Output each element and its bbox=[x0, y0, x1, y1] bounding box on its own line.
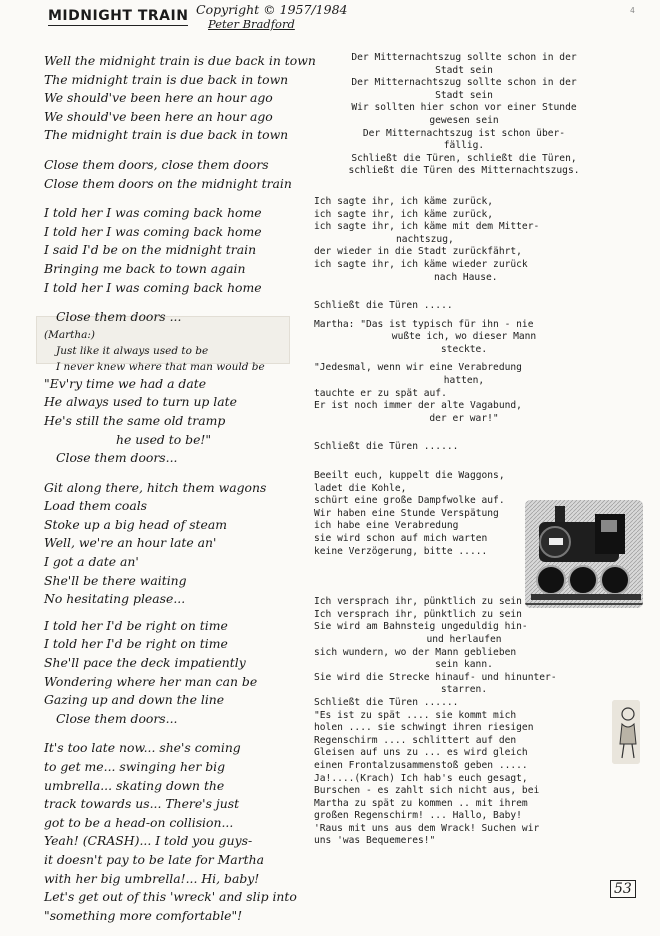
translation-line: einen Frontalzusammenstoß geben ..... bbox=[314, 759, 528, 771]
lyric-line: he used to be!" bbox=[116, 431, 212, 447]
lyric-line: He always used to turn up late bbox=[44, 394, 237, 410]
translation-line: uns 'was Bequemeres!" bbox=[314, 835, 436, 847]
lyric-line: Let's get out of this 'wreck' and slip into bbox=[44, 889, 297, 905]
translation-line: 'Raus mit uns aus dem Wrack! Suchen wir bbox=[314, 822, 540, 834]
lyric-line: No hesitating please... bbox=[44, 591, 186, 607]
translation-line: holen .... sie schwingt ihren riesigen bbox=[314, 722, 534, 734]
lyric-line: I never knew where that man would be bbox=[56, 360, 265, 373]
lyric-line: umbrella... skating down the bbox=[44, 777, 225, 793]
translation-line: ich sagte ihr, ich käme zurück, bbox=[314, 208, 494, 220]
translation-line: Der Mitternachtszug sollte schon in der bbox=[351, 77, 577, 89]
translation-line: Martha zu spät zu kommen .. mit ihrem bbox=[314, 797, 528, 809]
translation-line: "Es ist zu spät .... sie kommt mich bbox=[314, 709, 517, 721]
translation-line: "Jedesmal, wenn wir eine Verabredung bbox=[314, 362, 522, 374]
translation-line: hatten, bbox=[443, 375, 485, 387]
translation-line: Ja!....(Krach) Ich hab's euch gesagt, bbox=[314, 772, 528, 784]
lyric-line: I told her I was coming back home bbox=[44, 223, 262, 239]
translation-line: wußte ich, wo dieser Mann bbox=[391, 331, 537, 343]
lyric-line: Yeah! (CRASH)... I told you guys- bbox=[44, 833, 253, 849]
lyric-line: it doesn't pay to be late for Martha bbox=[44, 851, 264, 867]
translation-line: Schließt die Türen ..... bbox=[314, 300, 453, 312]
steam-locomotive-illustration bbox=[525, 500, 643, 608]
translation-line: ich sagte ihr, ich käme mit dem Mitter- bbox=[314, 221, 540, 233]
lyric-line: I got a date an' bbox=[44, 554, 139, 570]
translation-block-2 bbox=[314, 196, 614, 284]
lyric-line: Close them doors on the midnight train bbox=[44, 175, 292, 191]
translation-line: ladet die Kohle, bbox=[314, 482, 407, 494]
translation-line: Er ist noch immer der alte Vagabund, bbox=[314, 400, 522, 412]
translation-line: nach Hause. bbox=[434, 271, 498, 283]
lyric-line: Wondering where her man can be bbox=[44, 673, 258, 689]
cartoon-picture bbox=[612, 700, 640, 764]
translation-line: sich wundern, wo der Mann geblieben bbox=[314, 646, 517, 658]
translation-line: fällig. bbox=[443, 140, 485, 152]
lyric-line: I told her I'd be right on time bbox=[44, 636, 228, 652]
lyric-line: Bringing me back to town again bbox=[44, 260, 246, 276]
lyric-line: Close them doors, close them doors bbox=[44, 156, 269, 172]
stanza-1 bbox=[44, 52, 316, 145]
lyric-line: We should've been here an hour ago bbox=[44, 108, 273, 124]
stanza-6 bbox=[44, 739, 297, 925]
english-lyrics bbox=[44, 52, 316, 936]
lyric-line: Stoke up a big head of steam bbox=[44, 516, 228, 532]
lyric-line: We should've been here an hour ago bbox=[44, 90, 273, 106]
lyric-line: Close them doors... bbox=[56, 710, 178, 726]
lyric-line: Load them coals bbox=[44, 498, 148, 514]
author-name: Peter Bradford bbox=[208, 17, 295, 31]
lyric-line: to get me... swinging her big bbox=[44, 759, 226, 774]
locomotive-picture bbox=[525, 500, 643, 608]
translation-line: sie wird schon auf mich warten bbox=[314, 533, 488, 544]
translation-line: Sie wird am Bahnsteig ungeduldig hin- bbox=[314, 621, 528, 633]
translation-line: schließt die Türen des Mitternachtszugs. bbox=[348, 165, 580, 177]
translation-line: nachtszug, bbox=[396, 233, 454, 245]
translation-line: sein kann. bbox=[435, 659, 493, 671]
lyric-line: Just like it always used to be bbox=[56, 344, 209, 357]
translation-line: Wir haben eine Stunde Verspätung bbox=[314, 507, 499, 519]
translation-line: tauchte er zu spät auf. bbox=[314, 387, 447, 399]
translation-block-3 bbox=[314, 300, 614, 425]
lyric-line: She'll pace the deck impatiently bbox=[44, 655, 246, 671]
stanza-5 bbox=[44, 479, 294, 729]
translation-line: großen Regenschirm! ... Hallo, Baby! bbox=[314, 810, 522, 822]
translation-line: Schließt die Türen ...... bbox=[314, 696, 459, 708]
stanza-2 bbox=[44, 156, 294, 193]
lyric-line: Well, we're an hour late an' bbox=[44, 535, 217, 551]
translation-line: Schließt die Türen ...... bbox=[314, 441, 459, 453]
stanza-4 bbox=[44, 308, 294, 468]
translation-block-6 bbox=[314, 596, 614, 848]
translation-line: Ich versprach ihr, pünktlich zu sein bbox=[314, 596, 522, 608]
translation-line: starren. bbox=[440, 684, 488, 696]
translation-line: und herlaufen bbox=[426, 633, 502, 645]
translation-line: schürt eine große Dampfwolke auf. bbox=[314, 495, 505, 507]
lyric-line: "something more comfortable"! bbox=[44, 907, 243, 923]
lyric-line: Well the midnight train is due back in town bbox=[44, 53, 316, 68]
lyric-line: I told her I'd be right on time bbox=[44, 617, 228, 633]
lyric-line-speaker: (Martha:) bbox=[44, 328, 96, 341]
german-translation bbox=[314, 52, 614, 858]
page-number: 53 bbox=[610, 880, 636, 898]
lyric-line: "Ev'ry time we had a date bbox=[44, 375, 207, 391]
translation-line: Sie wird die Strecke hinauf- und hinunter- bbox=[314, 671, 557, 683]
lyric-line: The midnight train is due back in town bbox=[44, 71, 289, 87]
translation-line: gewesen sein bbox=[429, 114, 499, 126]
translation-line: ich habe eine Verabredung bbox=[314, 520, 459, 532]
lyric-line: Gazing up and down the line bbox=[44, 692, 225, 708]
lyric-line: got to be a head-on collision... bbox=[44, 814, 234, 830]
translation-line: Ich versprach ihr, pünktlich zu sein bbox=[314, 608, 522, 620]
lyric-line: He's still the same old tramp bbox=[44, 412, 226, 428]
lyric-line: with her big umbrella!... Hi, baby! bbox=[44, 870, 260, 886]
translation-line: keine Verzögerung, bitte ..... bbox=[314, 545, 488, 557]
song-title: MIDNIGHT TRAIN bbox=[48, 8, 189, 24]
translation-line: steckte. bbox=[440, 343, 488, 355]
translation-line: Beeilt euch, kuppelt die Waggons, bbox=[314, 470, 505, 482]
translation-line: Martha: "Das ist typisch für ihn - nie bbox=[314, 318, 534, 330]
lyric-line: Close them doors... bbox=[56, 450, 178, 466]
side-cartoon-illustration bbox=[612, 700, 640, 764]
lyric-line: track towards us... There's just bbox=[44, 796, 240, 812]
translation-line: Der Mitternachtszug ist schon über- bbox=[362, 127, 566, 139]
stanza-3 bbox=[44, 204, 294, 297]
translation-line: der wieder in die Stadt zurückfährt, bbox=[314, 246, 522, 258]
translation-line: Wir sollten hier schon vor einer Stunde bbox=[351, 102, 577, 114]
copyright-text: Copyright © 1957/1984 bbox=[196, 2, 348, 17]
lyric-line: I said I'd be on the midnight train bbox=[44, 242, 257, 258]
lyric-line: I told her I was coming back home bbox=[44, 205, 262, 221]
copyright-note bbox=[196, 3, 347, 31]
translation-line: Stadt sein bbox=[435, 64, 493, 76]
translation-line: Der Mitternachtszug sollte schon in der bbox=[351, 52, 577, 63]
translation-line: ich sagte ihr, ich käme wieder zurück bbox=[314, 258, 528, 270]
lyric-line: I told her I was coming back home bbox=[44, 279, 262, 295]
translation-line: Ich sagte ihr, ich käme zurück, bbox=[314, 195, 494, 207]
translation-block-1 bbox=[314, 52, 614, 178]
translation-block-4 bbox=[314, 441, 614, 454]
lyric-line: It's too late now... she's coming bbox=[44, 740, 241, 756]
lyric-line: Git along there, hitch them wagons bbox=[44, 479, 267, 495]
translation-line: Schließt die Türen, schließt die Türen, bbox=[351, 152, 577, 164]
lyric-line: The midnight train is due back in town bbox=[44, 127, 289, 143]
translation-line: Regenschirm .... schlittert auf den bbox=[314, 734, 517, 746]
corner-mark: 4 bbox=[630, 6, 635, 15]
lyric-line: She'll be there waiting bbox=[44, 572, 187, 588]
translation-line: Stadt sein bbox=[435, 89, 493, 101]
lyric-line: Close them doors ... bbox=[56, 309, 182, 325]
translation-line: Gleisen auf uns zu ... es wird gleich bbox=[314, 747, 528, 759]
translation-line: Burschen - es zahlt sich nicht aus, bei bbox=[314, 785, 540, 797]
translation-line: der er war!" bbox=[429, 412, 499, 424]
